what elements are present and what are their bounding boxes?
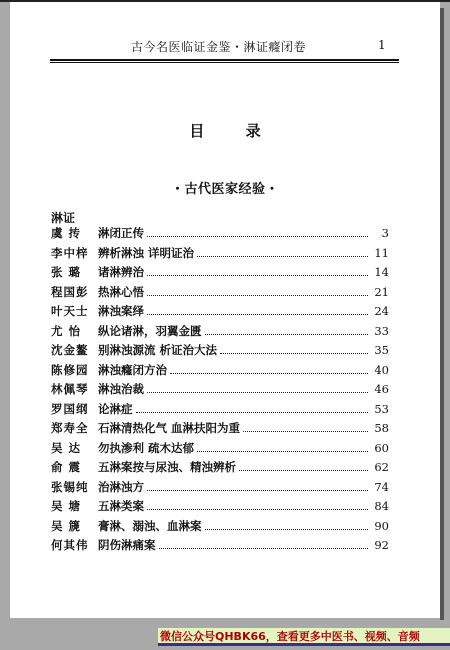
toc-entry-author: 张锡纯 (51, 479, 89, 494)
toc-entry[interactable] (51, 479, 389, 499)
toc-entry-title: 淋浊案绎 (98, 304, 144, 318)
toc-entry-page: 90 (374, 518, 389, 533)
toc-entry-title: 勿执渗利 疏木达郁 (98, 440, 195, 455)
toc-entry-title: 膏淋、溺浊、血淋案 (98, 518, 202, 533)
toc-entry-page: 62 (374, 460, 389, 474)
toc-entry-page: 35 (374, 343, 389, 357)
header-rule (50, 59, 399, 61)
page-number: 1 (378, 38, 386, 52)
toc-entry-page: 33 (374, 323, 389, 338)
watermark-banner: 微信公众号QHBK66，查看更多中医书、视频、音频 (158, 628, 450, 646)
toc-entry-page: 60 (374, 440, 389, 455)
toc-entry-title: 阴伤淋痛案 (98, 538, 156, 552)
book-page (10, 2, 440, 618)
toc-entry[interactable] (51, 440, 389, 460)
toc-entry-leader (147, 509, 368, 510)
section-heading: ・古代医家经验・ (170, 182, 279, 197)
toc-entry-title: 论淋症 (98, 401, 133, 416)
toc-heading: 目 录 (189, 122, 279, 140)
toc-entry[interactable] (51, 284, 389, 304)
toc-entry-leader (147, 490, 368, 491)
toc-entry-page: 58 (374, 421, 389, 435)
toc-entry-author: 罗国纲 (51, 401, 89, 416)
toc-entry-leader (197, 451, 368, 452)
toc-entry-page: 3 (381, 226, 389, 240)
toc-entry-author: 张 璐 (51, 265, 82, 279)
toc-entry-title: 别淋浊源流 析证治大法 (98, 343, 218, 357)
toc-entry-author: 吴 篪 (51, 518, 82, 533)
toc-entry-leader (197, 256, 368, 257)
toc-entry-author: 何其伟 (51, 538, 89, 552)
toc-entry-author: 吴 达 (51, 440, 82, 455)
toc-entry-leader (170, 373, 368, 374)
toc-entry[interactable] (51, 498, 389, 518)
toc-entry-leader (136, 412, 369, 413)
toc-entry-title: 淋浊癃闭方治 (98, 362, 167, 377)
toc-entry-author: 陈修园 (51, 362, 89, 377)
toc-entry-leader (239, 470, 368, 471)
toc-entry-page: 14 (374, 265, 389, 279)
toc-entry[interactable] (51, 420, 389, 440)
toc-entry-leader (147, 295, 368, 296)
toc-entry-title: 淋闭正传 (98, 226, 144, 240)
toc-entry[interactable] (51, 342, 389, 362)
toc-entry-title: 治淋浊方 (98, 479, 144, 494)
toc-entry-page: 24 (374, 304, 389, 318)
toc-entry-author: 吴 塘 (51, 499, 82, 513)
toc-entry[interactable] (51, 225, 389, 245)
toc-entry-leader (205, 529, 369, 530)
running-header-title: 古今名医临证金鉴・淋证癃闭卷 (131, 40, 307, 54)
header-rule-thin (50, 62, 399, 63)
toc-entry[interactable] (51, 323, 389, 343)
toc-entry-page: 53 (374, 401, 389, 416)
toc-entry-author: 郑寿全 (51, 421, 89, 435)
toc-entry-title: 纵论诸淋，羽翼金匮 (98, 323, 202, 338)
toc-entry-author: 林佩琴 (51, 382, 89, 396)
toc-entry-leader (147, 314, 368, 315)
toc-entry-leader (147, 236, 368, 237)
toc-entry-title: 五淋案按与尿浊、精浊辨析 (98, 460, 236, 474)
toc-entry-author: 尤 怡 (51, 323, 82, 338)
toc-entry-title: 诸淋辨治 (98, 265, 144, 279)
toc-entry-leader (147, 392, 368, 393)
toc-entry-author: 虞 抟 (51, 226, 82, 240)
toc-entry[interactable] (51, 537, 389, 557)
toc-entry-leader (220, 353, 368, 354)
toc-entry-page: 40 (374, 362, 389, 377)
toc-entry-page: 92 (374, 538, 389, 552)
toc-entry-title: 淋浊治裁 (98, 382, 144, 396)
toc-entry-author: 程国彭 (51, 284, 89, 299)
category-heading: 淋证 (51, 211, 76, 225)
toc-entry-page: 84 (374, 499, 389, 513)
toc-entry-leader (159, 548, 369, 549)
toc-entry-title: 五淋类案 (98, 499, 144, 513)
toc-entry-leader (205, 334, 369, 335)
toc-entry[interactable] (51, 362, 389, 382)
toc-entry[interactable] (51, 381, 389, 401)
toc-entry[interactable] (51, 264, 389, 284)
toc-entry[interactable] (51, 518, 389, 538)
toc-entry[interactable] (51, 245, 389, 265)
toc-entry-author: 叶天士 (51, 304, 89, 318)
toc-list (51, 225, 389, 557)
page-shadow (440, 8, 444, 620)
toc-entry-title: 热淋心悟 (98, 284, 144, 299)
toc-entry-author: 李中梓 (51, 245, 89, 260)
toc-entry-leader (243, 431, 368, 432)
toc-entry-leader (147, 275, 368, 276)
toc-entry-page: 74 (374, 479, 389, 494)
toc-entry[interactable] (51, 459, 389, 479)
toc-entry-author: 俞 震 (51, 460, 82, 474)
toc-entry-title: 辨析淋浊 详明证治 (98, 245, 195, 260)
toc-entry-author: 沈金鳌 (51, 343, 89, 357)
toc-entry-title: 石淋清热化气 血淋扶阳为重 (98, 421, 241, 435)
toc-entry-page: 21 (374, 284, 389, 299)
toc-entry-page: 46 (374, 382, 389, 396)
toc-entry[interactable] (51, 401, 389, 421)
toc-entry[interactable] (51, 303, 389, 323)
toc-entry-page: 11 (374, 245, 389, 260)
